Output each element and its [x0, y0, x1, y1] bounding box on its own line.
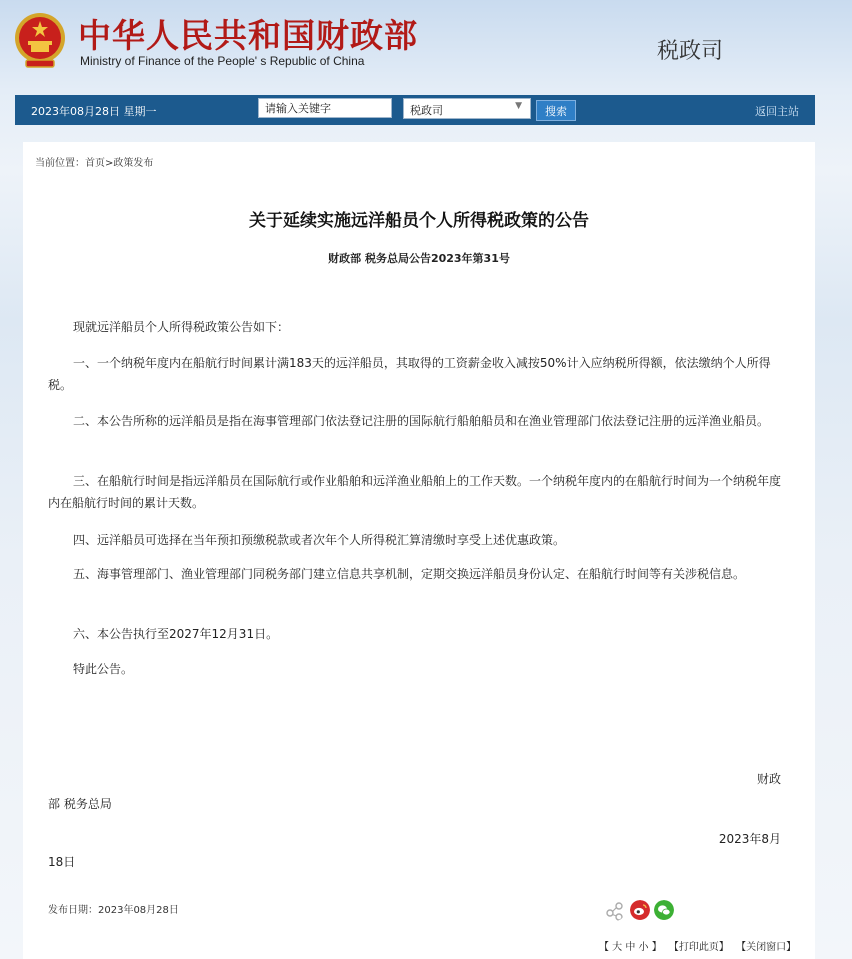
breadcrumb-prefix: 当前位置： — [35, 158, 85, 169]
font-size-switch[interactable]: 【 大 中 小 】 — [599, 942, 662, 953]
signature-line-2: 部 税务总局 — [48, 797, 112, 811]
national-emblem-icon — [14, 12, 66, 70]
breadcrumb-home-link[interactable]: 首页 — [85, 158, 105, 169]
content-panel — [23, 142, 815, 959]
top-navbar — [15, 95, 815, 125]
document-title: 关于延续实施远洋船员个人所得税政策的公告 — [249, 211, 589, 231]
paragraph-4: 四、远洋船员可选择在当年预扣预缴税款或者次年个人所得税汇算清缴时享受上述优惠政策。 — [73, 533, 566, 547]
breadcrumb-current-link[interactable]: 政策发布 — [113, 158, 154, 169]
paragraph-intro: 现就远洋船员个人所得税政策公告如下： — [73, 320, 290, 334]
date-line-2: 18日 — [48, 855, 76, 869]
breadcrumb-separator: > — [105, 158, 114, 169]
date-line-1: 2023年8月 — [718, 832, 781, 846]
site-title-en: Ministry of Finance of the People' s Republic of China — [80, 54, 365, 68]
wechat-icon[interactable] — [654, 900, 674, 920]
signature-line-1: 财政 — [756, 772, 781, 786]
return-home-link[interactable]: 返回主站 — [755, 105, 799, 118]
search-input[interactable] — [258, 98, 392, 118]
paragraph-1: 一、一个纳税年度内在船航行时间累计满183天的远洋船员，其取得的工资薪金收入减按50%计入应纳税所得额，依法缴纳个人所得税。 — [48, 356, 771, 392]
share-icon[interactable] — [605, 901, 625, 921]
paragraph-2: 二、本公告所称的远洋船员是指在海事管理部门依法登记注册的国际航行船舶船员和在渔业管理部门依法登记注册的远洋渔业船员。 — [73, 414, 770, 428]
print-page-link[interactable]: 【打印此页】 — [668, 942, 729, 953]
weibo-icon[interactable] — [630, 900, 650, 920]
current-date: 2023年08月28日 星期一 — [31, 105, 157, 118]
paragraph-3: 三、在船航行时间是指远洋船员在国际航行或作业船舶和远洋渔业船舶上的工作天数。一个纳税年度内的在船航行时间为一个纳税年度内在船航行时间的累计天数。 — [48, 474, 782, 510]
close-window-link[interactable]: 【关闭窗口】 — [736, 942, 797, 953]
paragraph-5: 五、海事管理部门、渔业管理部门同税务部门建立信息共享机制，定期交换远洋船员身份认定、在船航行时间等有关涉税信息。 — [73, 567, 746, 581]
paragraph-closing: 特此公告。 — [73, 662, 134, 676]
publish-date: 发布日期：2023年08月28日 — [48, 905, 179, 916]
breadcrumb — [35, 154, 153, 169]
site-title-cn: 中华人民共和国财政部 — [78, 16, 418, 55]
search-button[interactable]: 搜索 — [536, 100, 576, 121]
paragraph-6: 六、本公告执行至2027年12月31日。 — [73, 627, 279, 641]
page-actions — [599, 938, 800, 953]
document-number: 财政部 税务总局公告2023年第31号 — [328, 252, 510, 265]
share-bar — [605, 900, 675, 922]
search-scope-value: 税政司 — [410, 104, 443, 117]
site-header — [0, 0, 852, 94]
chevron-down-icon: ▼ — [515, 101, 522, 111]
search-scope-select[interactable] — [403, 98, 531, 119]
department-name: 税政司 — [657, 39, 724, 64]
